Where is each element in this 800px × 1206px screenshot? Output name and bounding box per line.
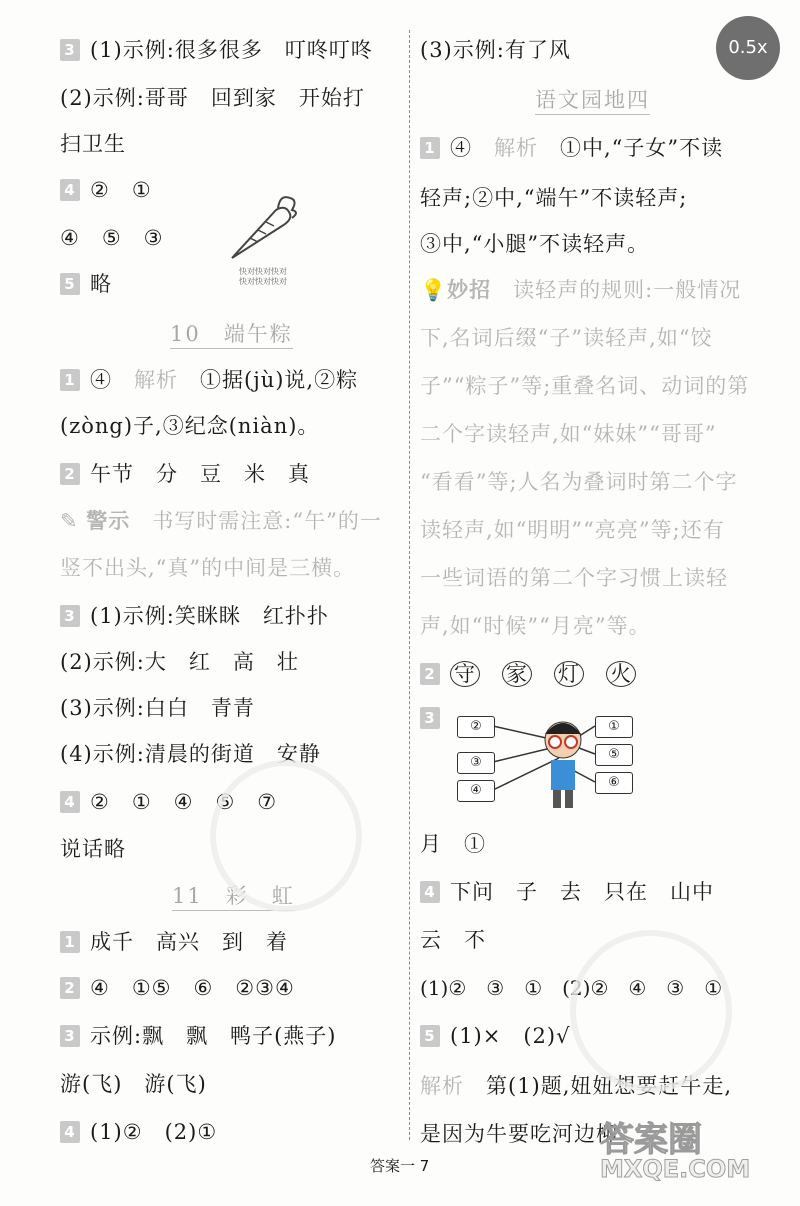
tip-line: 二个字读轻声,如“妹妹”“哥哥” bbox=[420, 422, 717, 446]
answer-line: 1 成千 高兴 到 着 bbox=[60, 926, 288, 956]
answer-line: 扫卫生 bbox=[60, 132, 126, 156]
answer-line: 解析 第(1)题,妞妞想要赶牛走, bbox=[420, 1074, 733, 1098]
answer-line: 4 ② ① bbox=[60, 174, 152, 204]
answer-line: 云 不 bbox=[420, 928, 486, 952]
question-number-badge: 3 bbox=[420, 707, 440, 729]
answer-line: 1 ④ 解析 ①据(jù)说,②粽 bbox=[60, 364, 358, 394]
question-number-badge: 5 bbox=[420, 1025, 440, 1047]
question-number-badge: 4 bbox=[60, 1121, 80, 1143]
boxed-char: 守 bbox=[450, 661, 480, 687]
matching-box: ④ bbox=[457, 780, 495, 802]
answer-line: (1)② ③ ① (2)② ④ ③ ① bbox=[420, 976, 723, 1000]
column-divider bbox=[409, 30, 410, 1140]
question-number-badge: 4 bbox=[420, 881, 440, 903]
answer-line: 1 ④ 解析 ①中,“子女”不读 bbox=[420, 132, 723, 162]
answer-line: (zòng)子,③纪念(niàn)。 bbox=[60, 414, 320, 438]
answer-line: 游(飞) 游(飞) bbox=[60, 1072, 207, 1096]
answer-line: 4 下问 子 去 只在 山中 bbox=[420, 876, 714, 906]
warning-line: ✎ 警示 书写时需注意:“午”的一 bbox=[60, 508, 382, 533]
analysis-label: 解析 bbox=[420, 1074, 464, 1098]
watermark-stamp bbox=[570, 930, 732, 1092]
question-number-badge: 1 bbox=[60, 931, 80, 953]
question-number-badge: 5 bbox=[60, 273, 80, 295]
boxed-char: 家 bbox=[502, 661, 532, 687]
answer-line: 4 (1)② (2)① bbox=[60, 1116, 217, 1146]
question-number-badge: 2 bbox=[60, 977, 80, 999]
question-number-badge: 2 bbox=[60, 463, 80, 485]
answer-line: ④ ⑤ ③ bbox=[60, 226, 164, 250]
question-number-badge: 2 bbox=[420, 663, 440, 685]
section-title: 11 彩 虹 bbox=[172, 880, 295, 910]
tip-line: 一些词语的第二个字习惯上读轻 bbox=[420, 566, 728, 590]
tip-line: 读轻声,如“明明”“亮亮”等;还有 bbox=[420, 518, 725, 542]
answer-line: 轻声;②中,“端午”不读轻声; bbox=[420, 186, 688, 210]
matching-box: ③ bbox=[457, 752, 495, 774]
warning-icon: ✎ bbox=[60, 509, 79, 533]
question-number-badge: 3 bbox=[60, 39, 80, 61]
carrot-caption: 快对快对快对 快对快对快对 bbox=[239, 267, 287, 286]
analysis-label: 解析 bbox=[494, 136, 538, 160]
lightbulb-icon: 💡 bbox=[420, 278, 448, 302]
answer-line: (2)示例:哥哥 回到家 开始打 bbox=[60, 86, 365, 110]
tip-line: 下,名词后缀“子”读轻声,如“饺 bbox=[420, 326, 713, 350]
tip-line: 子”“粽子”等;重叠名词、动词的第 bbox=[420, 374, 750, 398]
matching-box: ① bbox=[595, 716, 633, 738]
answer-line bbox=[420, 706, 450, 730]
watermark-stamp bbox=[210, 760, 362, 912]
answer-line: 是因为牛要吃河边柳 bbox=[420, 1122, 618, 1146]
warning-line: 竖不出头,“真”的中间是三横。 bbox=[60, 556, 356, 580]
answer-line: 3 示例:飘 飘 鸭子(燕子) bbox=[60, 1020, 336, 1050]
tip-line: “看看”等;人名为叠词时第二个字 bbox=[420, 470, 738, 494]
answer-line bbox=[420, 658, 636, 688]
analysis-label: 解析 bbox=[134, 368, 178, 392]
face-matching-figure bbox=[455, 704, 655, 814]
carrot-icon bbox=[220, 190, 300, 270]
page-footer: 答案一 7 bbox=[370, 1157, 430, 1175]
answer-line: 5 (1)× (2)√ bbox=[420, 1020, 570, 1050]
section-title: 语文园地四 bbox=[535, 84, 650, 114]
playback-speed-button[interactable]: 0.5x bbox=[716, 16, 780, 80]
tip-line: 💡妙招 读轻声的规则:一般情况 bbox=[420, 277, 742, 302]
answer-line: 3 (1)示例:笑眯眯 红扑扑 bbox=[60, 600, 329, 630]
matching-box: ⑥ bbox=[595, 772, 633, 794]
answer-line: 2 ④ ①⑤ ⑥ ②③④ bbox=[60, 972, 295, 1002]
matching-box: ⑤ bbox=[595, 744, 633, 766]
matching-box: ② bbox=[457, 716, 495, 738]
tip-line: 声,如“时候”“月亮”等。 bbox=[420, 614, 651, 638]
question-number-badge: 4 bbox=[60, 179, 80, 201]
answer-line: (4)示例:清晨的街道 安静 bbox=[60, 742, 321, 766]
boxed-char: 灯 bbox=[554, 661, 584, 687]
question-number-badge: 3 bbox=[60, 1025, 80, 1047]
answer-line: 4 ② ① ④ ⑤ ⑦ bbox=[60, 786, 277, 816]
question-number-badge: 4 bbox=[60, 791, 80, 813]
boxed-char: 火 bbox=[606, 661, 636, 687]
answer-line: (3)示例:白白 青青 bbox=[60, 696, 255, 720]
watermark-logo: 答案圈 MXQE.COM bbox=[600, 1120, 751, 1183]
question-number-badge: 3 bbox=[60, 605, 80, 627]
answer-line: 2 午节 分 豆 米 真 bbox=[60, 458, 310, 488]
answer-line: (3)示例:有了风 bbox=[420, 38, 571, 62]
answer-line: 3 (1)示例:很多很多 叮咚叮咚 bbox=[60, 34, 373, 64]
answer-line: 月 ① bbox=[420, 832, 486, 856]
question-number-badge: 1 bbox=[60, 369, 80, 391]
answer-line: (2)示例:大 红 高 壮 bbox=[60, 650, 299, 674]
question-number-badge: 1 bbox=[420, 137, 440, 159]
answer-line: 说话略 bbox=[60, 837, 126, 861]
section-title: 10 端午粽 bbox=[170, 318, 293, 348]
answer-line: ③中,“小腿”不读轻声。 bbox=[420, 232, 650, 256]
answer-line: 5 略 bbox=[60, 268, 112, 298]
